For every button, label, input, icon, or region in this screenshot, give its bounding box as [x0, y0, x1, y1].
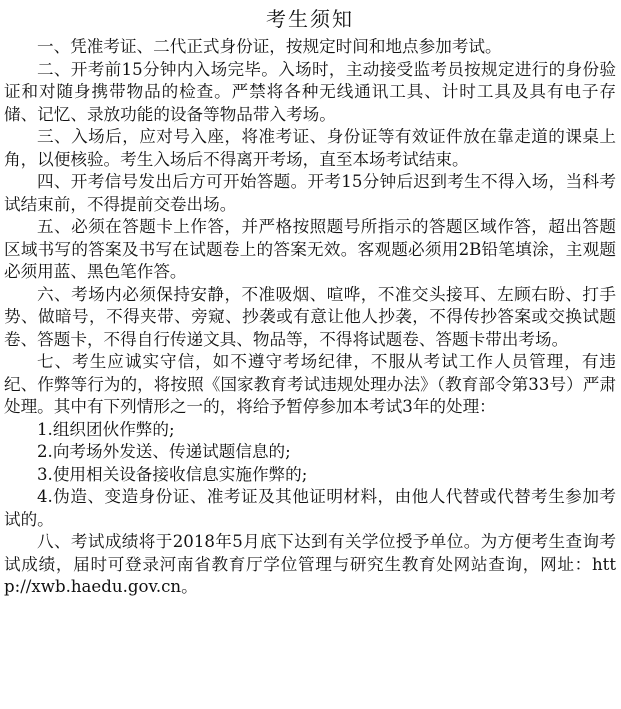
- paragraph-6: 六、考场内必须保持安静，不准吸烟、喧哗，不准交头接耳、左顾右盼、打手势、做暗号，不得夹带、旁窥、抄袭或有意让他人抄袭，不得传抄答案或交换试题卷、答题卡，不得自行传递文具、物品等，不得将试题卷、答题卡带出考场。: [4, 284, 616, 349]
- paragraph-5: 五、必须在答题卡上作答，并严格按照题号所指示的答题区域作答，超出答题区域书写的答案及书写在试题卷上的答案无效。客观题必须用2B铅笔填涂，主观题必须用蓝、黑色笔作答。: [4, 217, 616, 281]
- list-item: 3.使用相关设备接收信息实施作弊的;: [37, 464, 308, 484]
- list-item: 4.伪造、变造身份证、准考证及其他证明材料，由他人代替或代替考生参加考试的。: [4, 487, 616, 529]
- document-title: 考生须知: [266, 7, 354, 31]
- list-item: 1.组织团伙作弊的;: [37, 419, 175, 439]
- list-item: 2.向考场外发送、传递试题信息的;: [37, 442, 291, 461]
- notice-document: [4, 6, 616, 599]
- paragraph-8: 八、考试成绩将于2018年5月底下达到有关学位授予单位。为方便考生查询考试成绩，届时可登录河南省教育厅学位管理与研究生教育处网站查询，网址：http://xwb.haedu.gov.cn。: [4, 532, 616, 596]
- paragraph-7: 七、考生应诚实守信，如不遵守考场纪律，不服从考试工作人员管理，有违纪、作弊等行为的，将按照《国家教育考试违规处理办法》（教育部令第33号）严肃处理。其中有下列情形之一的，将给予暂停参加本考试3年的处理：: [4, 352, 616, 416]
- paragraph-2: 二、开考前15分钟内入场完毕。入场时，主动接受监考员按规定进行的身份验证和对随身携带物品的检查。严禁将各种无线通讯工具、计时工具及具有电子存储、记忆、录放功能的设备等物品带入考场。: [4, 59, 616, 124]
- paragraph-1: 一、凭准考证、二代正式身份证，按规定时间和地点参加考试。: [37, 37, 502, 56]
- paragraph-3: 三、入场后，应对号入座，将准考证、身份证等有效证件放在靠走道的课桌上角，以便核验。考生入场后不得离开考场，直至本场考试结束。: [4, 127, 616, 169]
- paragraph-4: 四、开考信号发出后方可开始答题。开考15分钟后迟到考生不得入场，当科考试结束前，不得提前交卷出场。: [4, 172, 616, 214]
